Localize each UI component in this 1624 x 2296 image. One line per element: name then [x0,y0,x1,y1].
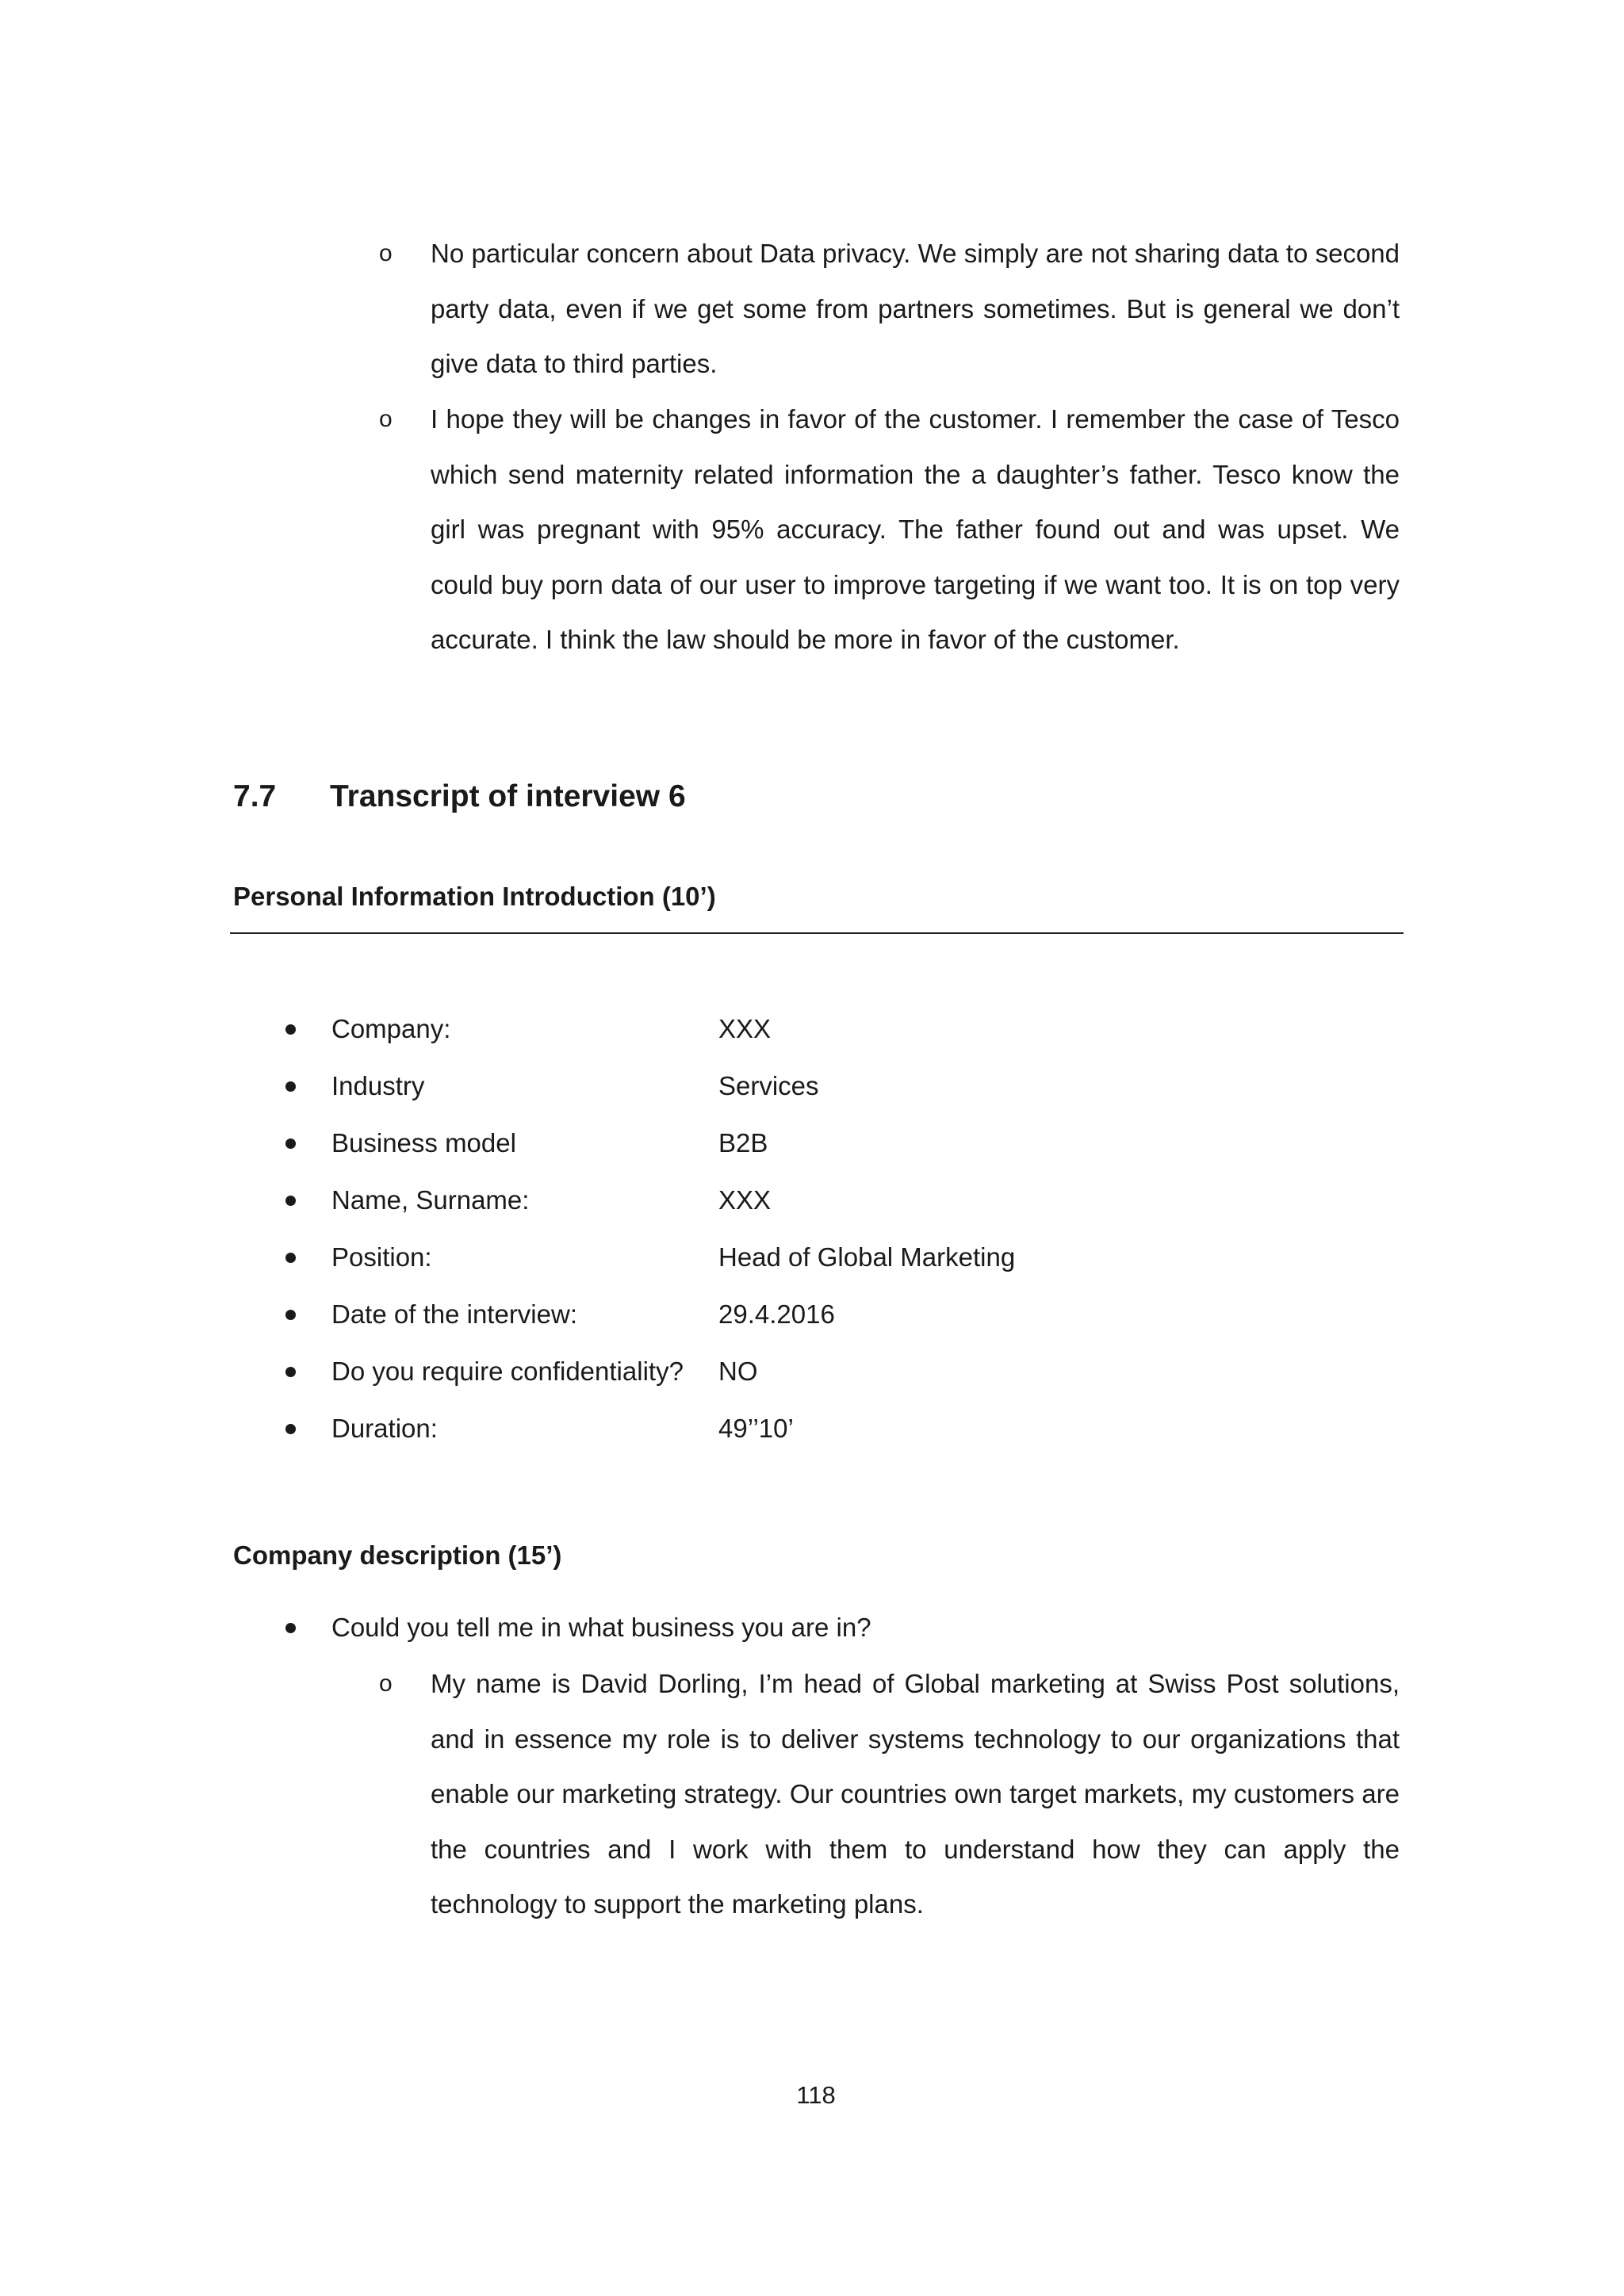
answer-paragraph: My name is David Dorling, I’m head of Global marketing at Swiss Post solutions, and in essence my role is to deliver systems technology to our organizations that enable our marketing strategy. Our countries own target markets, my customers are the countries and I work with them to understand how they can apply the technology to support the marketing plans. [431,1669,1400,1919]
info-value: 49’’10’ [718,1414,794,1443]
info-label: Do you require confidentiality? [331,1357,684,1386]
info-row [285,1062,1396,1110]
sub-bullet-marker: o [379,406,393,432]
info-value: XXX [718,1014,772,1043]
info-label: Business model [331,1128,516,1158]
info-value: NO [718,1357,758,1386]
bullet-icon [285,1253,296,1263]
info-label: Company: [331,1014,451,1043]
info-label: Date of the interview: [331,1299,577,1329]
personal-info-heading: Personal Information Introduction (10’) [233,882,716,911]
info-label: Name, Surname: [331,1185,530,1215]
question-text: Could you tell me in what business you are in? [331,1613,871,1642]
info-label: Duration: [331,1414,438,1443]
sub-bullet-marker: o [379,1670,393,1697]
info-row [285,1348,1396,1395]
info-value: B2B [718,1128,768,1158]
info-row [285,1005,1396,1053]
section-title: Transcript of interview 6 [330,779,686,813]
company-description-heading: Company description (15’) [233,1540,562,1570]
info-value: Head of Global Marketing [718,1242,1016,1272]
section-heading [233,773,686,821]
bullet-icon [285,1623,296,1633]
info-row [285,1234,1396,1281]
info-value: 29.4.2016 [718,1299,835,1329]
info-row [285,1119,1396,1167]
info-value: Services [718,1071,819,1100]
answer-paragraph: No particular concern about Data privacy. We simply are not sharing data to second party data, even if we get some from partners sometimes. But is general we don’t give data to third parties. [431,239,1400,378]
info-row [285,1405,1396,1452]
bullet-icon [285,1138,296,1149]
answer-paragraph: I hope they will be changes in favor of the customer. I remember the case of Tesco which send maternity related information the a daughter’s father. Tesco know the girl was pregnant with 95% accuracy. The father found out and was upset. We could buy porn data of our user to improve targeting if we want too. It is on top very accurate. I think the law should be more in favor of the customer. [431,404,1400,654]
bullet-icon [285,1424,296,1434]
info-value: XXX [718,1185,772,1215]
info-label: Industry [331,1071,425,1100]
section-number: 7.7 [233,779,277,813]
sub-bullet-marker: o [379,240,393,266]
info-label: Position: [331,1242,432,1272]
bullet-icon [285,1196,296,1206]
bullet-icon [285,1310,296,1320]
info-row [285,1177,1396,1224]
info-row [285,1291,1396,1338]
bullet-icon [285,1024,296,1035]
bullet-icon [285,1081,296,1092]
horizontal-rule [230,932,1404,934]
bullet-icon [285,1367,296,1377]
page-number: 118 [796,2081,836,2109]
